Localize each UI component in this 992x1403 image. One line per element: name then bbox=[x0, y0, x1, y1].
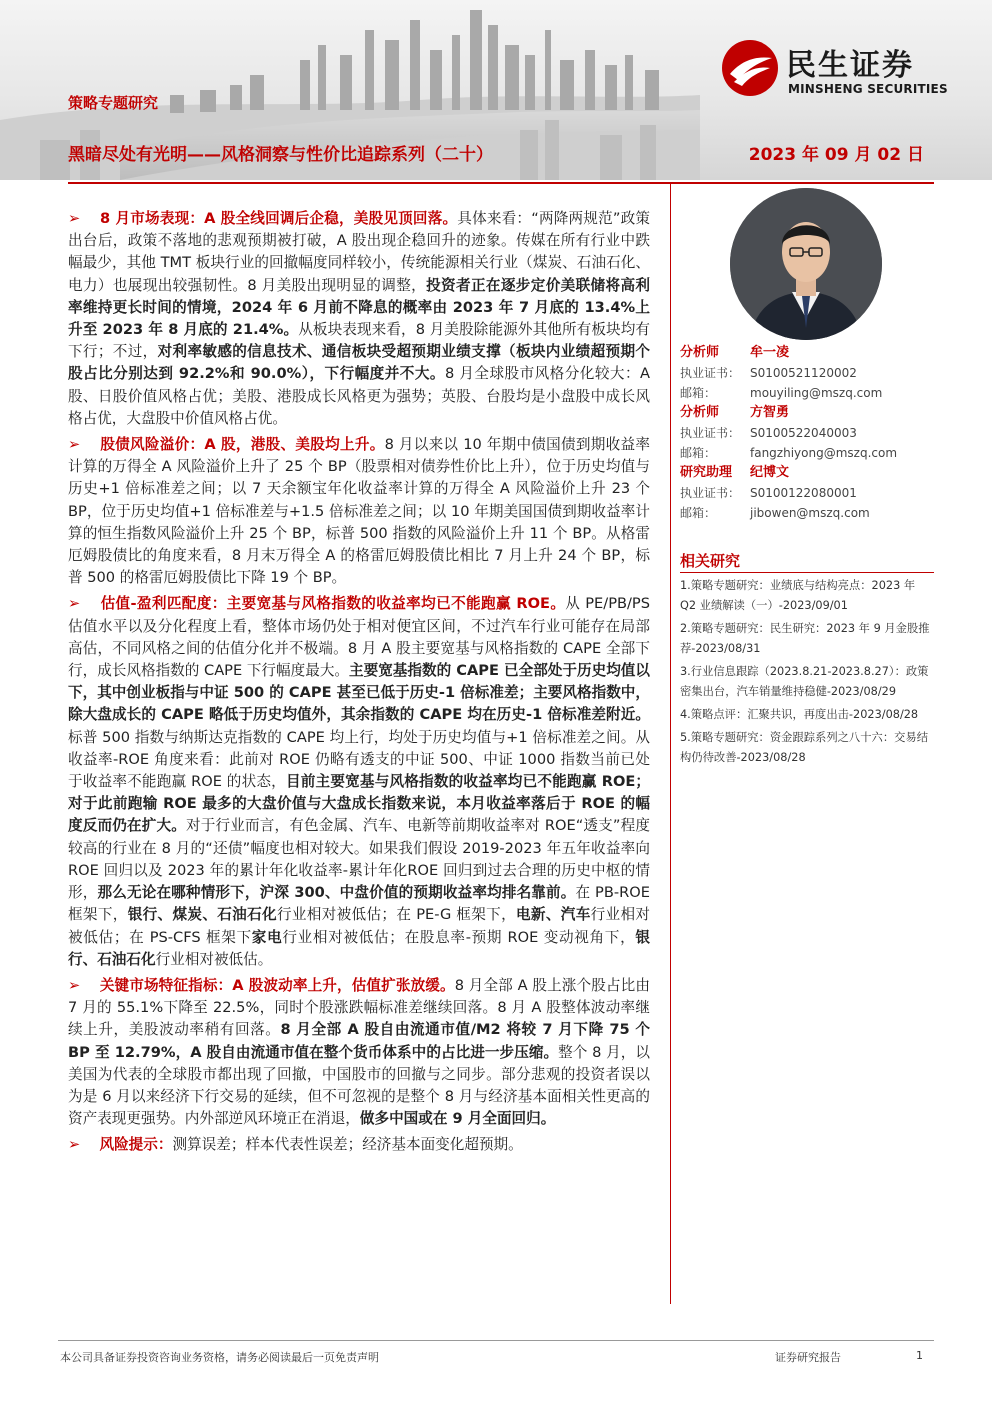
paragraph-text: 对于行业而言，有色金属、汽车、电新等前期收益率对 ROE“透支”程度较高的行业在 8 月的“还债”幅度也相对较大。如果我们假设 2019-2023 年五年收益率向 ROE 回归以及 2023 年的累计年化收益率-累计年化ROE 回归到过去合理的历史中枢的情形， bbox=[68, 817, 650, 902]
paragraph-text: 电新、汽车 bbox=[516, 906, 591, 924]
paragraph-text: 主要宽基指数的 CAPE 已全部处于历史均值以下，其中创业板指与中证 500 的 CAPE 甚至已低于历史-1 倍标准差；主要风格指数中，除大盘成长的 CAPE 略低于历史均值外，其余指数的 CAPE 均在历史-1 倍标准差附近。 bbox=[68, 662, 650, 724]
page-number: 1 bbox=[916, 1349, 923, 1362]
paragraph-heading: 关键市场特征指标：A 股波动率上升，估值扩张放缓。 bbox=[99, 976, 455, 994]
analyst-info bbox=[680, 343, 934, 523]
summary-paragraph bbox=[68, 434, 650, 589]
analyst-email-row bbox=[680, 443, 934, 463]
analyst-field-label: 研究助理 bbox=[680, 465, 733, 480]
paragraph-text: 8 月全部 A 股自由流通市值/M2 将较 7 月下降 75 个 BP 至 12.79%，A 股自由流通市值在整个货币体系中的占比进一步压缩。 bbox=[68, 1021, 650, 1061]
logo-name-en: MINSHENG SECURITIES bbox=[788, 82, 948, 96]
paragraph-text: 测算误差；样本代表性误差；经济基本面变化超预期。 bbox=[172, 1136, 523, 1154]
bullet-arrow-icon: ➢ bbox=[68, 976, 96, 994]
analyst-field-label: 邮箱： bbox=[680, 386, 717, 400]
summary-paragraph bbox=[68, 208, 650, 430]
paragraph-text: 做多中国或在 9 月全面回归。 bbox=[359, 1110, 556, 1128]
report-date: 2023 年 09 月 02 日 bbox=[748, 145, 924, 165]
related-research-item[interactable]: 2.策略专题研究：民生研究：2023 年 9 月金股推荐-2023/08/31 bbox=[680, 622, 930, 655]
analyst-email-row bbox=[680, 383, 934, 403]
analyst-field-label: 邮箱： bbox=[680, 446, 717, 460]
paragraph-text: 整个 8 月，以美国为代表的全球股市都出现了回撤，中国股市的回撤与之同步。部分悲观的投资者误以为是 6 月以来经济下行交易的延续，但不可忽视的是整个 8 月与经济基本面相关性更高的资产表现更强势。内外部逆风环境正在消退， bbox=[68, 1043, 650, 1128]
analyst-email-row bbox=[680, 503, 934, 523]
analyst-field-label: 执业证书： bbox=[680, 366, 741, 380]
report-title: 黑暗尽处有光明——风格洞察与性价比追踪系列（二十） bbox=[68, 145, 493, 165]
analyst-cert-row bbox=[680, 423, 934, 443]
paragraph-heading: 股债风险溢价：A 股，港股、美股均上升。 bbox=[100, 436, 385, 454]
paragraph-text: 目前主要宽基与风格指数的收益率均已不能跑赢 ROE；对于此前跑输 ROE 最多的大盘价值与大盘成长指数来说，本月收益率落后于 ROE 的幅度反而仍在扩大。 bbox=[68, 773, 650, 835]
related-research-list bbox=[680, 576, 934, 771]
analyst-field-label: 执业证书： bbox=[680, 486, 741, 500]
company-logo bbox=[720, 38, 970, 100]
analyst-photo bbox=[730, 188, 882, 340]
paragraph-text: 8 月以来以 10 年期中债国债到期收益率计算的万得全 A 风险溢价上升了 25 个 BP（股票相对债券性价比上升），位于历史均值与历史+1 倍标准差之间；以 7 天余额宝年化收益率计算的万得全 A 风险溢价上升 23 个 BP，位于历史均值+1 倍标准差与+1.5 倍标准差之间；以 10 年期美国国债到期收益率计算的恒生指数风险溢价上升 25 个 BP，标普 500 指数的风险溢价上升 11 个 BP。从格雷厄姆股债比的角度来看，8 月末万得全 A 的格雷厄姆股债比相比 7 月上升 24 个 BP，标普 500 的格雷厄姆股债比下降 19 个 BP。 bbox=[68, 436, 650, 587]
paragraph-text: 行业相对被低估；在 PS-CFS 框架下 bbox=[68, 906, 650, 946]
paragraph-text: 具体来看：“两降两规范”政策出台后，政策不落地的悲观预期被打破，A 股出现企稳回升的迹象。传媒在所有行业中跌幅最少，其他 TMT 板块行业的回撤幅度同样较小，传统能源相关行业（煤炭、石油石化、电力）也展现出较强韧性。8 月美股出现明显的调整， bbox=[68, 210, 650, 294]
analyst-field-label: 分析师 bbox=[680, 345, 720, 360]
footer-doc-type: 证券研究报告 bbox=[775, 1351, 841, 1364]
analyst-portrait-image bbox=[730, 188, 882, 340]
bullet-arrow-icon: ➢ bbox=[68, 1136, 96, 1154]
related-research-item[interactable]: 1.策略专题研究：业绩底与结构亮点：2023 年 Q2 业绩解读（一）-2023/09/01 bbox=[680, 579, 916, 612]
analyst-field-value[interactable]: jibowen@mszq.com bbox=[750, 506, 870, 520]
paragraph-text: 那么无论在哪种情形下，沪深 300、中盘价值的预期收益率均排名靠前。 bbox=[97, 884, 576, 902]
paragraph-text: 对利率敏感的信息技术、通信板块受超预期业绩支撑（板块内业绩超预期个股占比分别达到 92.2%和 90.0%），下行幅度并不大。 bbox=[68, 343, 650, 383]
minsheng-logo-icon bbox=[720, 38, 780, 98]
footer-disclaimer: 本公司具备证券投资咨询业务资格，请务必阅读最后一页免责声明 bbox=[60, 1351, 379, 1364]
related-research-title: 相关研究 bbox=[680, 552, 741, 570]
paragraph-text: 行业相对被低估；在股息率-预期 ROE 变动视角下， bbox=[282, 928, 636, 946]
summary-paragraph bbox=[68, 1134, 650, 1156]
related-research-item[interactable]: 4.策略点评：汇聚共识，再度出击-2023/08/28 bbox=[680, 708, 919, 721]
analyst-cert-row bbox=[680, 483, 934, 503]
paragraph-text: 银行、石油石化 bbox=[68, 928, 650, 968]
analyst-field-label: 邮箱： bbox=[680, 506, 717, 520]
analyst-field-value: 方智勇 bbox=[750, 405, 790, 420]
column-divider bbox=[670, 184, 671, 1304]
paragraph-text: 银行、煤炭、石油石化 bbox=[127, 906, 277, 924]
summary-body bbox=[68, 208, 650, 1161]
paragraph-text: 8 月全部 A 股上涨个股占比由 7 月的 55.1%下降至 22.5%，同时个股涨跌幅标准差继续回落。8 月 A 股整体波动率继续上升，美股波动率稍有回落。 bbox=[68, 976, 650, 1039]
bullet-arrow-icon: ➢ bbox=[68, 436, 97, 454]
bullet-arrow-icon: ➢ bbox=[68, 595, 97, 613]
analyst-name-row bbox=[680, 403, 934, 423]
analyst-field-value: 牟一凌 bbox=[750, 345, 790, 360]
paragraph-text: 在 PB-ROE 框架下， bbox=[68, 884, 650, 924]
analyst-field-label: 执业证书： bbox=[680, 426, 741, 440]
bullet-arrow-icon: ➢ bbox=[68, 210, 97, 227]
analyst-field-value: S0100122080001 bbox=[750, 486, 857, 500]
related-research-rule bbox=[680, 572, 934, 573]
report-category: 策略专题研究 bbox=[68, 94, 159, 112]
analyst-field-value: S0100521120002 bbox=[750, 366, 857, 380]
paragraph-text: 投资者正在逐步定价美联储将高利率维持更长时间的情境，2024 年 6 月前不降息的概率由 2023 年 7 月底的 13.4%上升至 2023 年 8 月底的 21.4%。 bbox=[68, 276, 650, 339]
related-research-item[interactable]: 3.行业信息跟踪（2023.8.21-2023.8.27）：政策密集出台，汽车销量维持稳健-2023/08/29 bbox=[680, 665, 929, 698]
paragraph-text: 标普 500 指数与纳斯达克指数的 CAPE 均上行，均处于历史均值与+1 倍标准差之间。从收益率-ROE 角度来看：此前对 ROE 仍略有透支的中证 500、中证 1000 指数当前已处于收益率不能跑赢 ROE 的状态， bbox=[68, 728, 650, 791]
analyst-name-row bbox=[680, 343, 934, 363]
analyst-field-value[interactable]: mouyiling@mszq.com bbox=[750, 386, 883, 400]
summary-paragraph bbox=[68, 593, 650, 970]
analyst-field-value: S0100522040003 bbox=[750, 426, 857, 440]
paragraph-heading: 8 月市场表现：A 股全线回调后企稳，美股见顶回落。 bbox=[100, 210, 458, 227]
analyst-field-value: 纪博文 bbox=[750, 465, 790, 480]
analyst-field-label: 分析师 bbox=[680, 405, 720, 420]
paragraph-heading: 风险提示： bbox=[99, 1136, 173, 1154]
logo-name-cn: 民生证券 bbox=[786, 48, 914, 83]
analyst-name-row bbox=[680, 463, 934, 483]
footer-rule bbox=[58, 1340, 934, 1341]
related-research-item[interactable]: 5.策略专题研究：资金跟踪系列之八十六：交易结构仍待改善-2023/08/28 bbox=[680, 731, 929, 764]
paragraph-text: 从 PE/PB/PS 估值水平以及分化程度上看，整体市场仍处于相对便宜区间，不过汽车行业可能存在局部高估，不同风格之间的估值分化并不极端。8 月 A 股主要宽基与风格指数的 CAPE 全部下行，成长风格指数的 CAPE 下行幅度最大。 bbox=[68, 595, 650, 680]
paragraph-text: 从板块表现来看，8 月美股除能源外其他所有板块均有下行；不过， bbox=[68, 321, 650, 361]
header-rule bbox=[68, 182, 934, 184]
paragraph-text: 行业相对被低估。 bbox=[155, 950, 273, 968]
summary-paragraph bbox=[68, 975, 650, 1130]
paragraph-text: 8 月全球股市风格分化较大：A 股、日股价值风格占优；美股、港股成长风格更为强势；英股、台股均是小盘股中成长风格占优，大盘股中价值风格占优。 bbox=[68, 365, 650, 427]
paragraph-text: 家电 bbox=[251, 928, 283, 946]
paragraph-heading: 估值-盈利匹配度：主要宽基与风格指数的收益率均已不能跑赢 ROE。 bbox=[100, 595, 566, 613]
analyst-field-value[interactable]: fangzhiyong@mszq.com bbox=[750, 446, 898, 460]
paragraph-text: 行业相对被低估；在 PE-G 框架下， bbox=[276, 906, 516, 924]
analyst-cert-row bbox=[680, 363, 934, 383]
